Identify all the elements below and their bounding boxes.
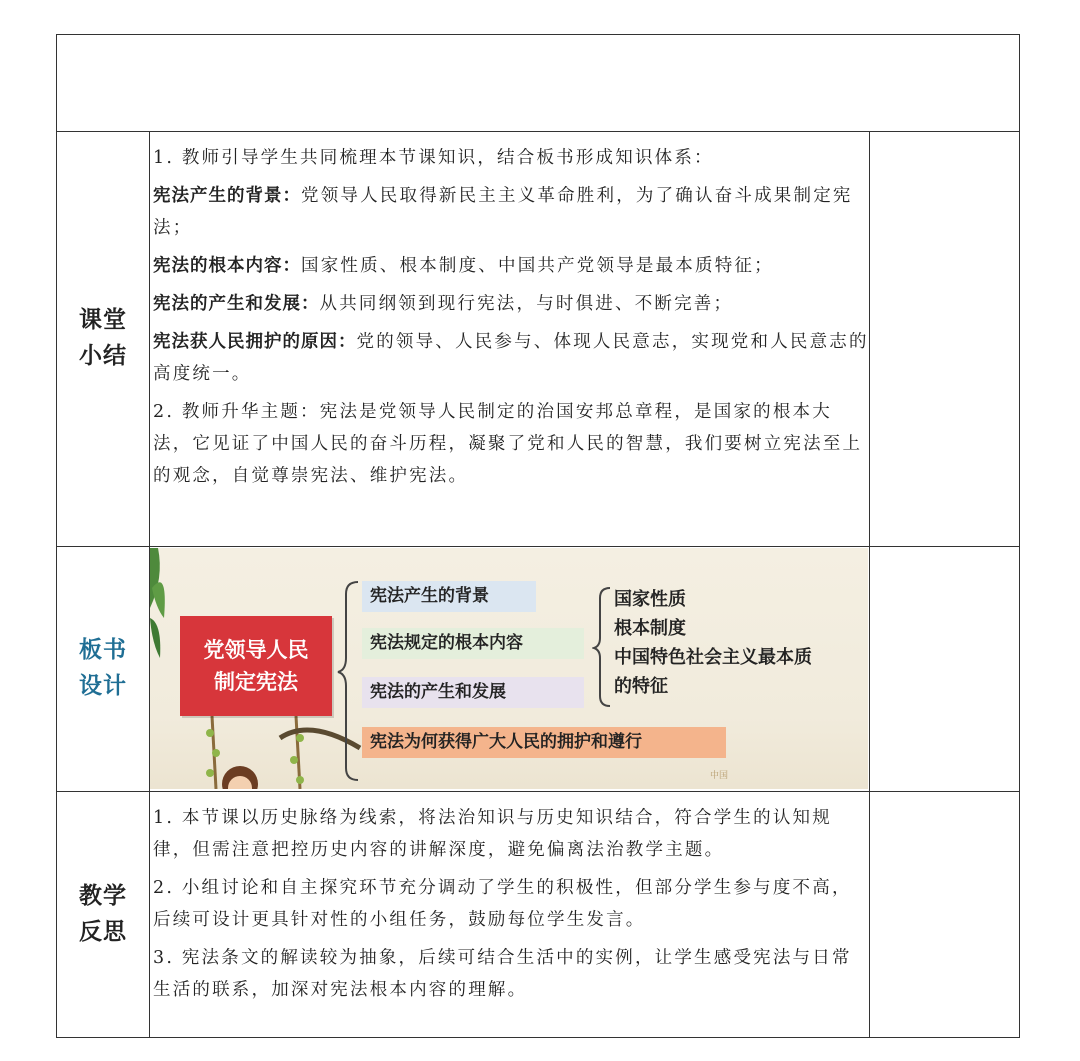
column-divider [149,132,150,546]
class-summary-row [57,132,1019,547]
point-title: 宪法产生的背景： [153,186,301,206]
svg-text:中国: 中国 [710,771,729,781]
board-sub-item: 中国特色社会主义最本质 [614,647,812,668]
board-item-development: 宪法的产生和发展 [362,677,584,708]
board-design-label [57,547,149,791]
column-divider [869,547,870,791]
class-summary-label [57,132,149,546]
summary-point-content [153,250,869,282]
teaching-reflection-label [57,792,149,1037]
board-design-image [150,548,868,789]
point-title: 宪法获人民拥护的原因： [153,332,357,352]
summary-paragraph-2: 2. 教师升华主题：宪法是党领导人民制定的治国安邦总章程，是国家的根本大法，它见证了中国人民的奋斗历程，凝聚了党和人民的智慧，我们要树立宪法至上的观念，自觉尊崇宪法、维护宪法。 [153,402,863,486]
reflection-paragraph-2: 2. 小组讨论和自主探究环节充分调动了学生的积极性，但部分学生参与度不高，后续可设计更具针对性的小组任务，鼓励每位学生发言。 [153,878,852,930]
board-sub-item: 的特征 [614,676,668,697]
board-item-reasons: 宪法为何获得广大人民的拥护和遵行 [362,727,726,758]
point-text: 党领导人民取得新民主主义革命胜利，为了确认奋斗成果制定宪法； [153,186,853,238]
board-main-topic [180,616,332,716]
reflection-paragraph-3: 3. 宪法条文的解读较为抽象，后续可结合生活中的实例，让学生感受宪法与日常生活的联系，加深对宪法根本内容的理解。 [153,948,852,1000]
point-text: 党的领导、人民参与、体现人民意志，实现党和人民意志的高度统一。 [153,332,869,384]
point-title: 宪法的根本内容： [153,256,301,276]
class-summary-content [153,132,869,546]
column-divider [149,792,150,1037]
summary-point-background [153,180,869,244]
summary-paragraph-1: 1. 教师引导学生共同梳理本节课知识，结合板书形成知识体系： [153,148,714,168]
teaching-reflection-row [57,792,1019,1037]
board-design-row [57,547,1019,792]
reflection-paragraph-1: 1. 本节课以历史脉络为线索，将法治知识与历史知识结合，符合学生的认知规律，但需注意把控历史内容的讲解深度，避免偏离法治教学主题。 [153,808,832,860]
point-text: 国家性质、根本制度、中国共产党领导是最本质特征； [301,256,774,276]
label-line: 课堂 [79,307,127,334]
summary-point-reasons [153,326,869,390]
teaching-reflection-content [153,792,869,1037]
main-topic-line: 党领导人民 [203,638,309,662]
column-divider [869,132,870,546]
board-sub-item: 根本制度 [614,618,686,639]
label-line: 板书 [79,637,127,664]
right-brace-icon [592,584,614,714]
point-text: 从共同纲领到现行宪法，与时俱进、不断完善； [319,294,734,314]
board-item-background: 宪法产生的背景 [362,581,536,612]
label-line: 小结 [79,343,127,369]
label-line: 反思 [79,918,127,945]
label-line: 教学 [79,882,127,909]
lesson-plan-table [56,34,1020,1038]
board-item-content: 宪法规定的根本内容 [362,628,584,659]
point-title: 宪法的产生和发展： [153,294,320,314]
empty-header-row [57,35,1019,132]
main-topic-line: 制定宪法 [214,670,298,694]
label-line: 设计 [79,673,127,699]
column-divider [869,792,870,1037]
summary-point-development [153,288,869,320]
board-sub-item: 国家性质 [614,589,686,610]
